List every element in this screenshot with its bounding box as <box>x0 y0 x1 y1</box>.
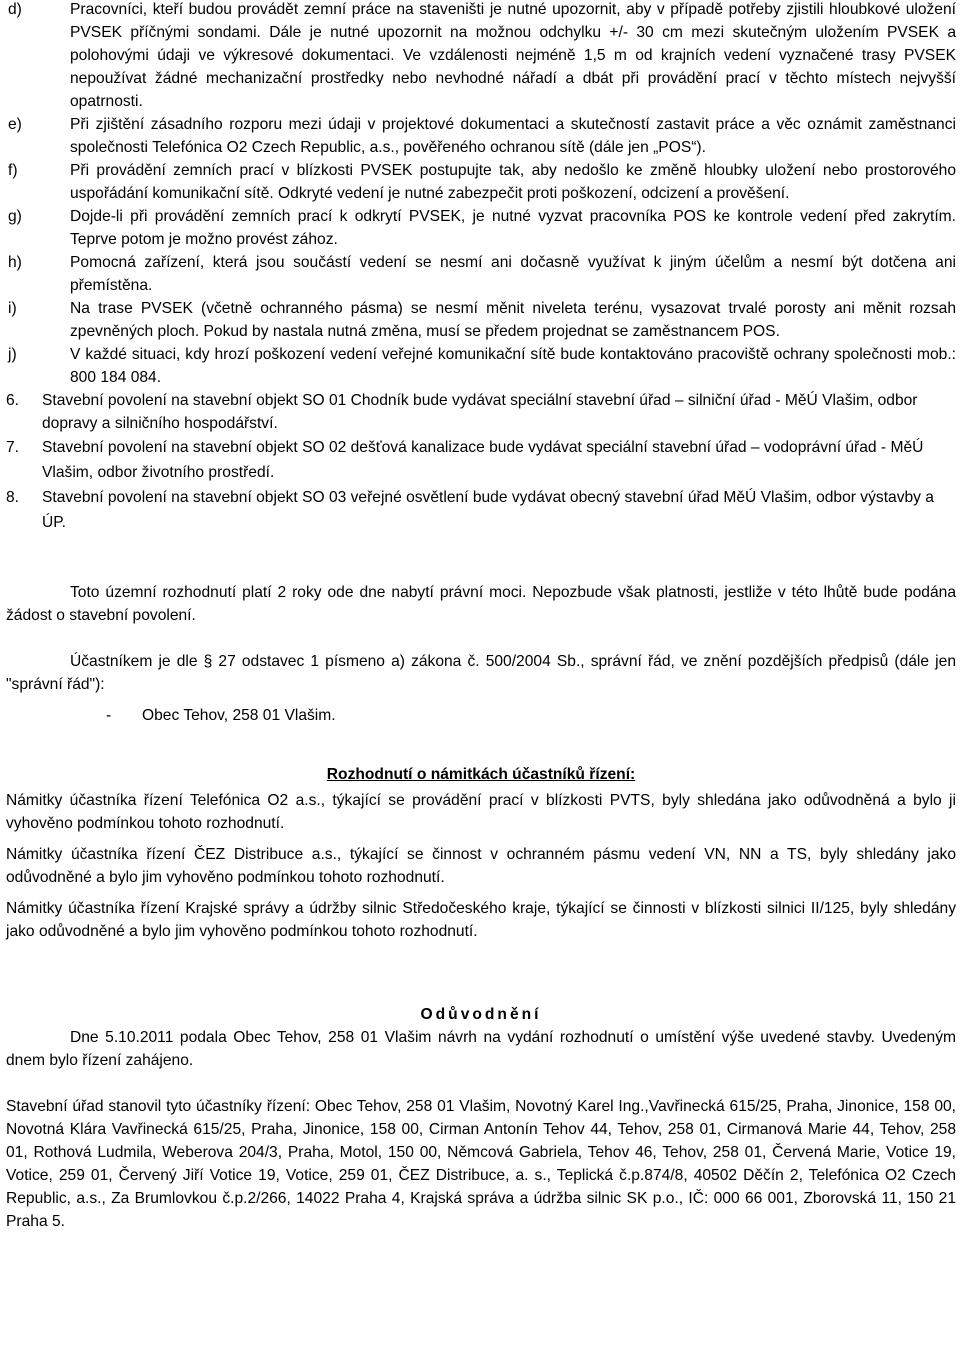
participant-name: Obec Tehov, 258 01 Vlašim. <box>142 707 336 724</box>
condition-item-g <box>6 205 956 251</box>
document-page <box>6 0 956 1233</box>
numbered-item-7 <box>6 435 956 485</box>
objections-heading: Rozhodnutí o námitkách účastníků řízení: <box>326 766 636 783</box>
item-text: Při zjištění zásadního rozporu mezi údaji v projektové dokumentaci a skutečností zastavit práce a věc oznámit zaměstnanci společnosti Telefónica O2 Czech Republic, a.s., pověřeného ochranou sítě (dále jen „POS“). <box>70 116 956 156</box>
participant-dash: - <box>106 707 112 724</box>
numbered-item-6 <box>6 389 956 435</box>
condition-item-j <box>6 343 956 389</box>
condition-item-i <box>6 297 956 343</box>
item-text: Dojde-li při provádění zemních prací k odkrytí PVSEK, je nutné vyzvat pracovníka POS ke kontrole vedení před zakrytím. Teprve potom je možno provést zához. <box>70 208 956 248</box>
item-marker: f) <box>8 162 18 179</box>
item-text: Při provádění zemních prací v blízkosti PVSEK postupujte tak, aby nedošlo ke změně hloubky uložení nebo prostorového uspořádání komunikační sítě. Odkryté vedení je nutné zabezpečit proti poškození, odcizení a prověšení. <box>70 162 956 202</box>
item-marker: i) <box>8 300 17 317</box>
objection-ksus: Námitky účastníka řízení Krajské správy a údržby silnic Středočeského kraje, týkající se činnosti v blízkosti silnici II/125, byly shledány jako odůvodněné a bylo jim vyhověno podmínkou tohoto rozhodnutí. <box>6 900 956 940</box>
reasoning-heading: Odůvodnění <box>420 1006 542 1023</box>
numbered-list <box>6 389 956 535</box>
conditions-list <box>6 0 956 389</box>
numbered-text: Stavební povolení na stavební objekt SO 03 veřejné osvětlení bude vydávat obecný stavební úřad MěÚ Vlašim, odbor výstavby a ÚP. <box>42 489 934 531</box>
participant-intro: Účastníkem je dle § 27 odstavec 1 písmeno a) zákona č. 500/2004 Sb., správní řád, ve znění pozdějších předpisů (dále jen "správní řád"): <box>6 653 956 693</box>
condition-item-e <box>6 113 956 159</box>
objection-cez: Námitky účastníka řízení ČEZ Distribuce a.s., týkající se činnost v ochranném pásmu vedení VN, NN a TS, byly shledány jako odůvodněné a bylo jim vyhověno podmínkou tohoto rozhodnutí. <box>6 846 956 886</box>
item-text: Na trase PVSEK (včetně ochranného pásma) se nesmí měnit niveleta terénu, vysazovat trvalé porosty ani měnit rozsah zpevněných ploch. Pokud by nastala nutná změna, musí se předem projednat se zaměstnancem POS. <box>70 300 956 340</box>
numbered-item-8 <box>6 485 956 535</box>
item-marker: d) <box>8 1 22 18</box>
item-text: Pracovníci, kteří budou provádět zemní práce na staveništi je nutné upozornit, aby v případě potřeby zjistili hloubkové uložení PVSEK příčnými sondami. Dále je nutné upozornit na možnou odchylku +/- 30 cm mezi skutečným uložením PVSEK a polohovými údaji ve výkresové dokumentaci. Ve vzdálenosti nejméně 1,5 m od krajních vedení vyznačené trasy PVSEK nepoužívat žádné mechanizační prostředky nebo nevhodné nářadí a dbát při provádění prací v těchto místech nejvyšší opatrnosti. <box>70 1 956 110</box>
numbered-marker: 8. <box>6 489 20 506</box>
condition-item-f <box>6 159 956 205</box>
item-marker: g) <box>8 208 22 225</box>
reasoning-paragraph: Dne 5.10.2011 podala Obec Tehov, 258 01 Vlašim návrh na vydání rozhodnutí o umístění výše uvedené stavby. Uvedeným dnem bylo řízení zahájeno. <box>6 1029 956 1069</box>
condition-item-d <box>6 0 956 113</box>
objection-telefonica: Námitky účastníka řízení Telefónica O2 a.s., týkající se provádění prací v blízkosti PVTS, byly shledána jako odůvodněná a bylo ji vyhověno podmínkou tohoto rozhodnutí. <box>6 792 956 832</box>
numbered-text: Stavební povolení na stavební objekt SO 01 Chodník bude vydávat speciální stavební úřad – silniční úřad - MěÚ Vlašim, odbor dopravy a silničního hospodářství. <box>42 392 918 432</box>
item-text: Pomocná zařízení, která jsou součástí vedení se nesmí ani dočasně využívat k jiným účelům a nesmí být dotčena ani přemístěna. <box>70 254 956 294</box>
item-text: V každé situaci, kdy hrozí poškození vedení veřejné komunikační sítě bude kontaktováno pracoviště ochrany společnosti mob.: 800 184 084. <box>70 346 956 386</box>
condition-item-h <box>6 251 956 297</box>
numbered-marker: 7. <box>6 439 20 456</box>
numbered-marker: 6. <box>6 392 20 409</box>
item-marker: e) <box>8 116 22 133</box>
validity-paragraph: Toto územní rozhodnutí platí 2 roky ode dne nabytí právní moci. Nepozbude však platnosti, jestliže v této lhůtě bude podána žádost o stavební povolení. <box>6 584 956 624</box>
participants-list-paragraph: Stavební úřad stanovil tyto účastníky řízení: Obec Tehov, 258 01 Vlašim, Novotný Karel Ing.,Vavřinecká 615/25, Praha, Jinonice, 158 00, Novotná Klára Vavřinecká 615/25, Praha, Jinonice, 158 00, Cirman Antonín Tehov 44, Tehov, 258 01, Cirmanová Marie 44, Tehov, 258 01, Rothová Ludmila, Weberova 204/3, Praha, Motol, 150 00, Němcová Gabriela, Tehov 46, Tehov, 258 01, Červená Marie, Votice 19, Votice, 259 01, Červený Jiří Votice 19, Votice, 259 01, ČEZ Distribuce, a. s., Teplická č.p.874/8, 40502 Děčín 2, Telefónica O2 Czech Republic, a.s., Za Brumlovkou č.p.2/266, 14022 Praha 4, Krajská správa a údržba silnic SK p.o., IČ: 000 66 001, Zborovská 11, 150 21 Praha 5. <box>6 1098 956 1230</box>
item-marker: h) <box>8 254 22 271</box>
numbered-text: Stavební povolení na stavební objekt SO 02 dešťová kanalizace bude vydávat speciální stavební úřad – vodoprávní úřad - MěÚ Vlašim, odbor životního prostředí. <box>42 439 924 481</box>
participant-entry <box>6 704 956 727</box>
item-marker: j) <box>8 346 17 363</box>
